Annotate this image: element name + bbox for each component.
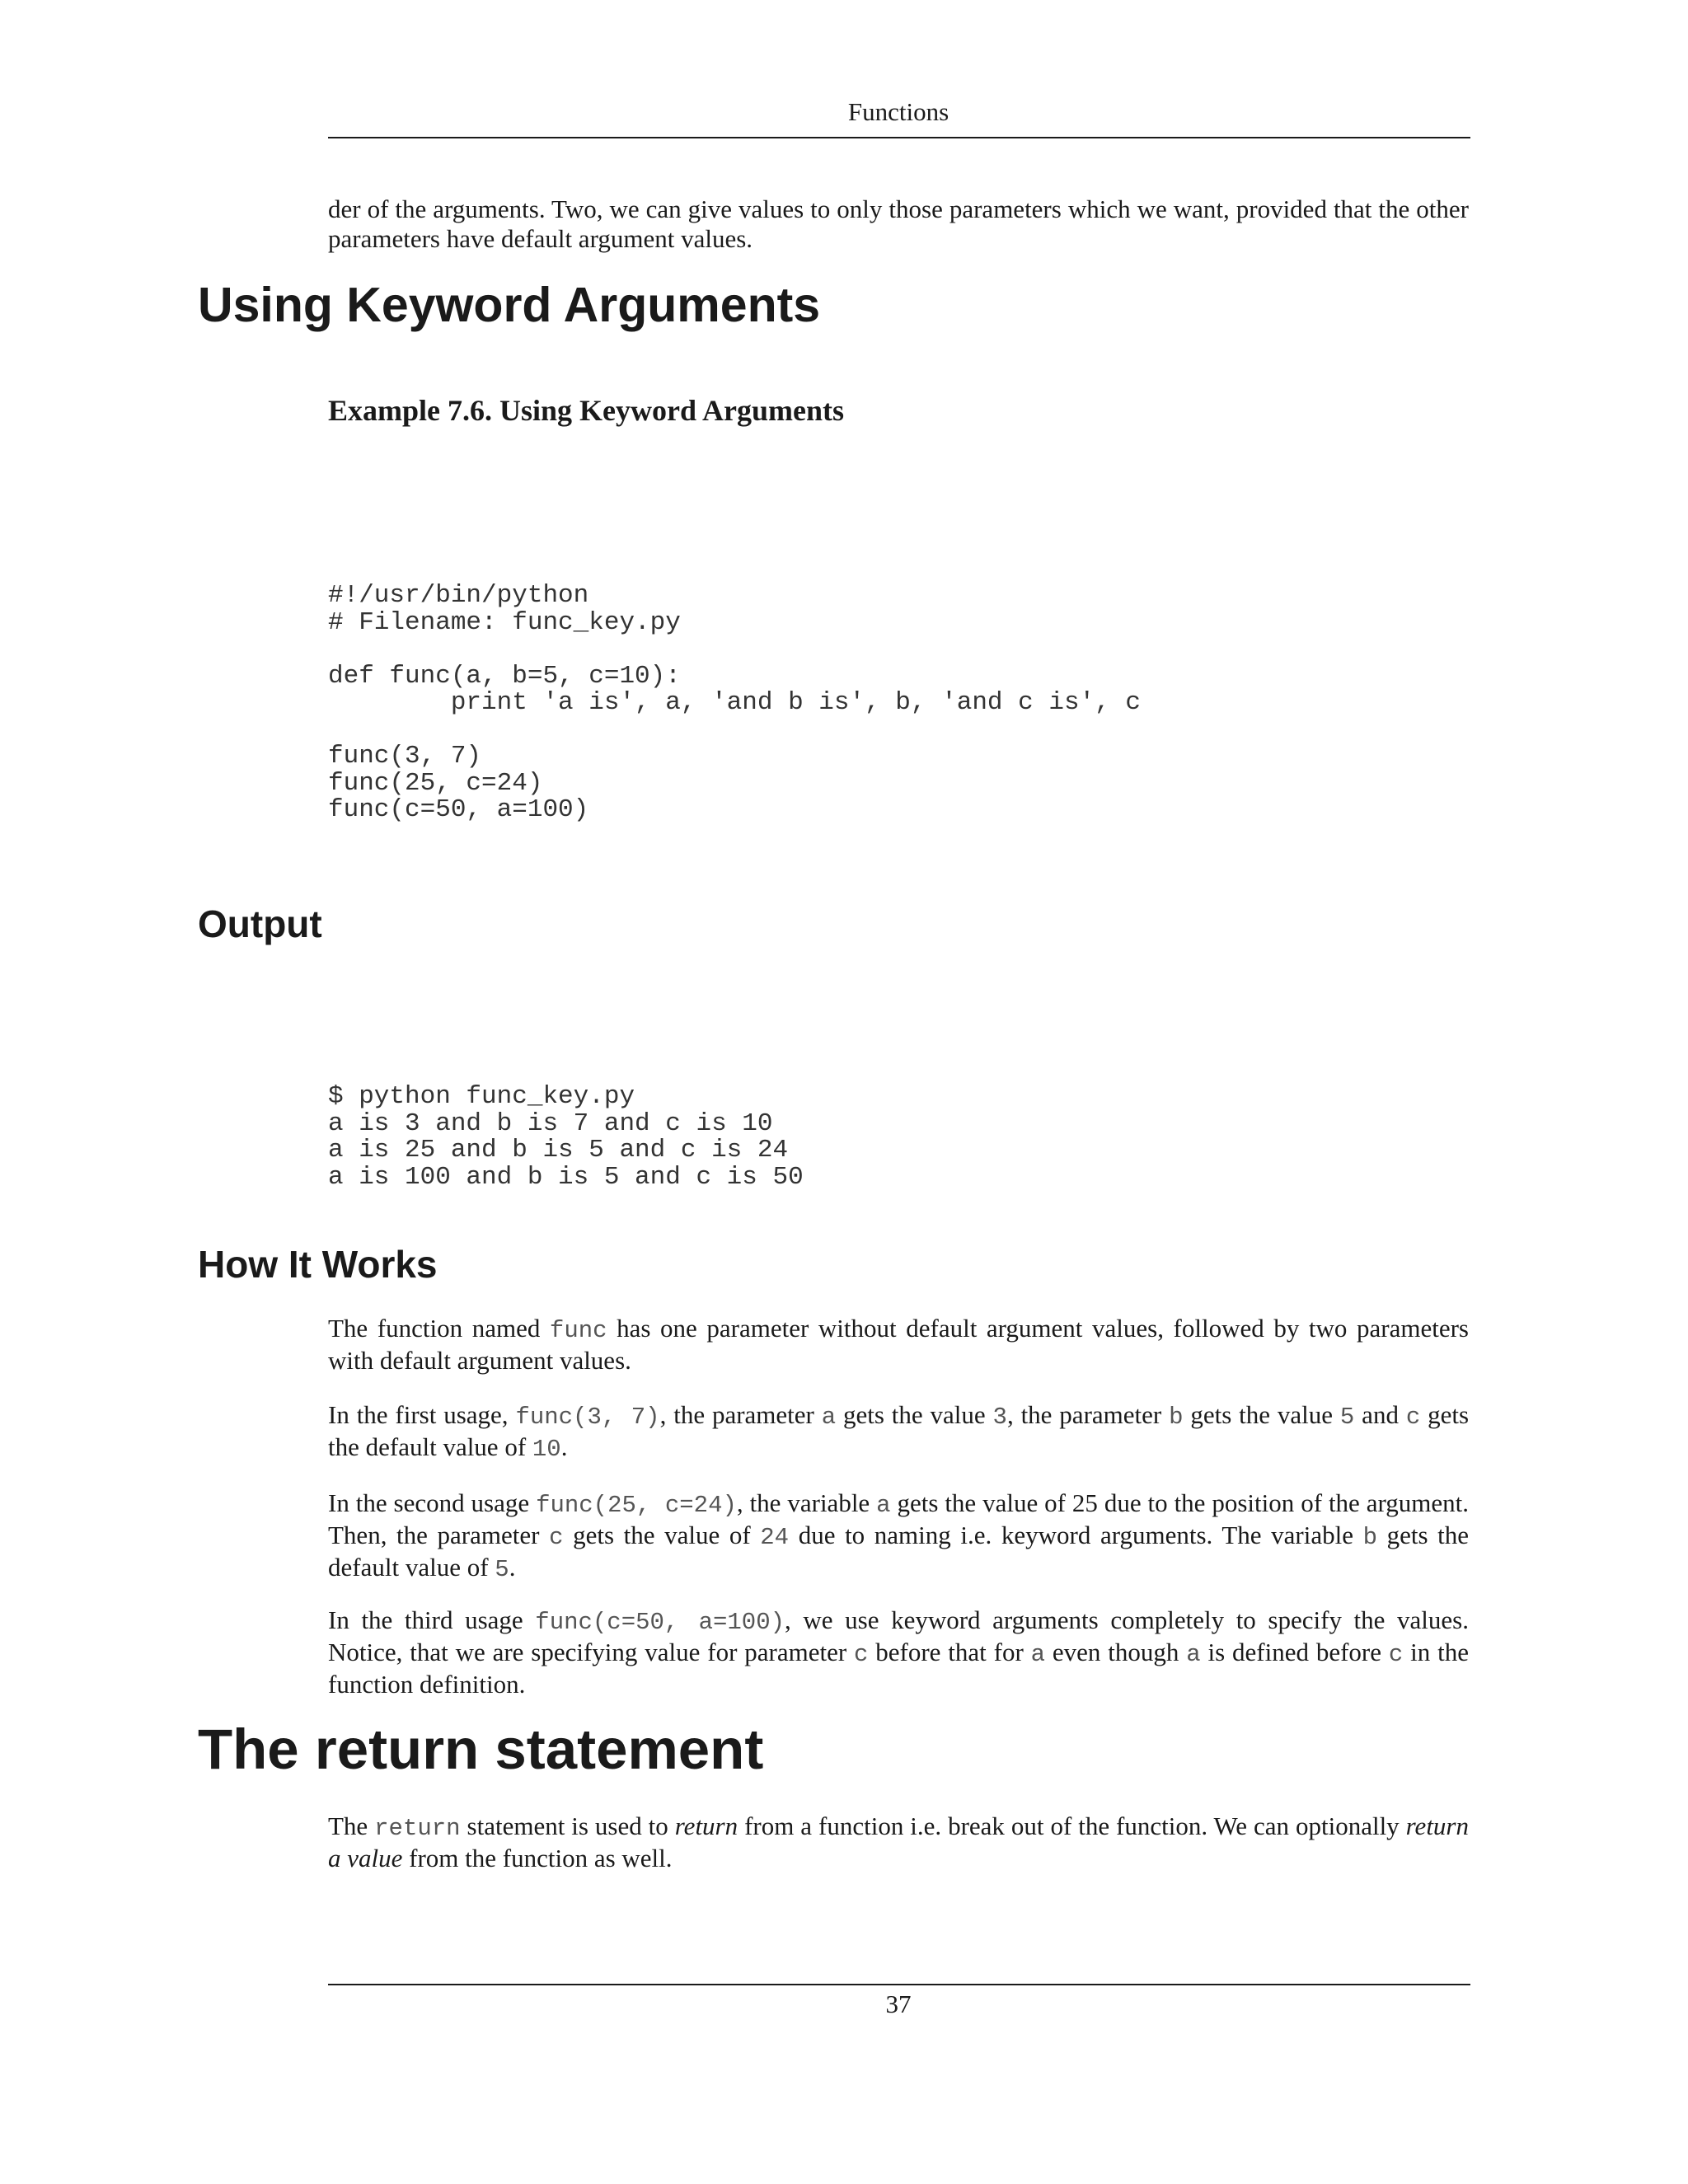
code-listing [328,529,1141,851]
page-number: 37 [885,1990,912,2018]
code-line: #!/usr/bin/python [328,581,589,610]
section-heading-return-statement: The return statement [198,1718,764,1781]
how-it-works-paragraph-3: In the second usage func(25, c=24), the variable a gets the value of 25 due to the position of the argument. Then, the parameter c gets the value of 24 due to naming i.e. keyword arguments. The variable b gets the default value of 5. [328,1488,1469,1583]
example-title: Example 7.6. Using Keyword Arguments [328,394,845,427]
how-it-works-paragraph-4: In the third usage func(c=50, a=100), we use keyword arguments completely to specify the values. Notice, that we are specifying value for parameter c before that for a even though a is defined before c in the function definition. [328,1605,1469,1699]
code-line: # Filename: func_key.py [328,607,681,637]
section-heading-output: Output [198,902,322,945]
code-line: print 'a is', a, 'and b is', b, 'and c is', c [328,688,1141,717]
output-line: a is 25 and b is 5 and c is 24 [328,1136,789,1165]
output-line: $ python func_key.py [328,1082,635,1111]
header-rule [328,137,1470,138]
code-line: func(c=50, a=100) [328,795,589,824]
code-line [328,717,1141,744]
section-heading-how-it-works: How It Works [198,1243,438,1286]
intro-paragraph: der of the arguments. Two, we can give values to only those parameters which we want, provided that the other parameters have default argument values. [328,194,1469,253]
how-it-works-paragraph-2: In the first usage, func(3, 7), the parameter a gets the value 3, the parameter b gets the value 5 and c gets the default value of 10. [328,1400,1470,1463]
running-header: Functions [847,97,950,126]
how-it-works-paragraph-1: The function named func has one parameter without default argument values, followed by two parameters with default argument values. [328,1314,1469,1375]
code-line [328,636,1141,663]
footer-rule [328,1984,1470,1985]
code-line: def func(a, b=5, c=10): [328,661,681,691]
section-heading-keyword-arguments: Using Keyword Arguments [198,278,821,332]
output-listing [328,1030,804,1218]
output-line: a is 100 and b is 5 and c is 50 [328,1162,804,1192]
code-line: func(3, 7) [328,742,482,771]
code-line: func(25, c=24) [328,768,543,798]
output-line: a is 3 and b is 7 and c is 10 [328,1108,773,1138]
return-paragraph: The return statement is used to return from a function i.e. break out of the function. We can optionally return a value from the function as well. [328,1811,1469,1872]
